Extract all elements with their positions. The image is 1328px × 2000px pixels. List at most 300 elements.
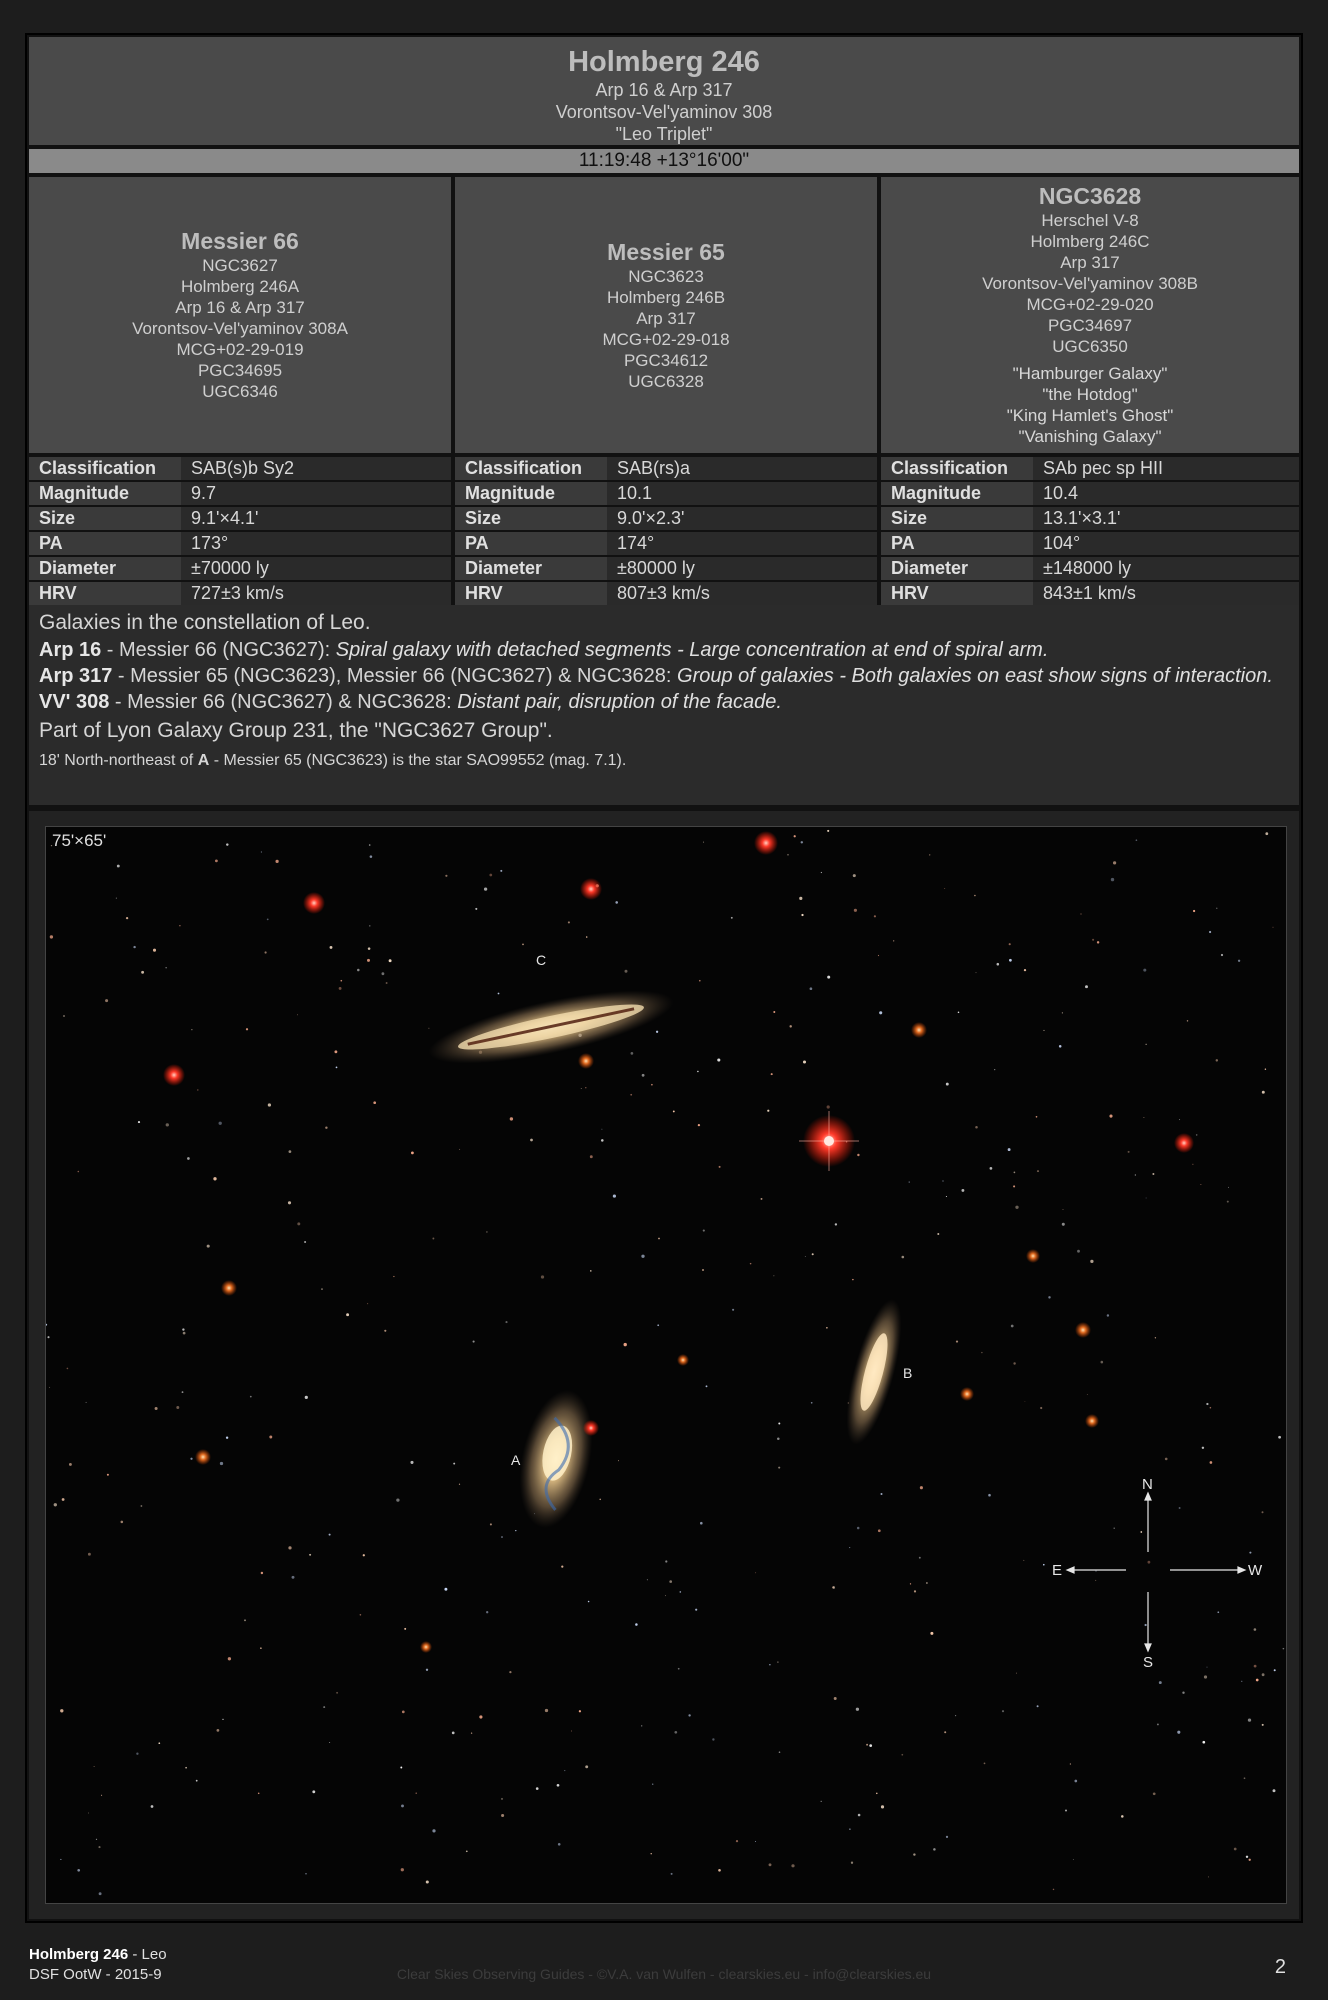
faint-star <box>568 921 570 923</box>
faint-star <box>360 1614 362 1616</box>
faint-star <box>153 949 156 952</box>
faint-star <box>958 1012 960 1014</box>
faint-star <box>1216 1059 1218 1061</box>
star <box>420 1641 432 1653</box>
faint-star <box>1065 1810 1067 1812</box>
designation: Arp 317 <box>1060 253 1120 272</box>
faint-star <box>564 1770 565 1771</box>
faint-star <box>625 970 628 973</box>
faint-star <box>778 1467 780 1469</box>
table-row <box>881 531 1299 556</box>
designation: MCG+02-29-019 <box>176 340 304 359</box>
table-row <box>881 506 1299 531</box>
faint-star <box>522 944 524 946</box>
faint-star <box>811 1402 813 1404</box>
properties-table-ngc3628 <box>881 457 1299 607</box>
faint-star <box>1254 1628 1257 1631</box>
faint-star <box>866 1744 868 1746</box>
faint-star <box>98 1846 100 1848</box>
faint-star <box>669 1580 672 1583</box>
property-value: 10.1 <box>607 481 877 506</box>
faint-star <box>698 1124 700 1126</box>
faint-star <box>1143 969 1146 972</box>
star <box>911 1022 927 1038</box>
faint-star <box>312 1790 315 1793</box>
table-row <box>881 556 1299 581</box>
vv308-ref: - Messier 66 (NGC3627) & NGC3628: <box>109 691 458 713</box>
property-key: Diameter <box>881 556 1033 581</box>
faint-star <box>697 1071 698 1072</box>
designation: Arp 317 <box>636 308 696 328</box>
faint-star <box>340 980 342 982</box>
faint-star <box>369 925 370 926</box>
designation: PGC34697 <box>1047 316 1133 335</box>
faint-star <box>732 1309 734 1311</box>
faint-star <box>579 1710 581 1712</box>
faint-star <box>77 1869 80 1872</box>
arp317-label: Arp 317 <box>39 665 113 687</box>
property-value: ±70000 ly <box>181 556 451 581</box>
faint-star <box>1080 913 1081 914</box>
vv308-label: VV' 308 <box>39 691 110 713</box>
faint-star <box>368 947 371 950</box>
faint-star <box>367 959 370 962</box>
faint-star <box>1048 1296 1050 1298</box>
faint-star <box>62 1498 65 1501</box>
faint-star <box>706 1385 708 1387</box>
faint-star <box>805 1256 806 1257</box>
faint-star <box>213 1177 216 1180</box>
faint-star <box>363 1554 365 1556</box>
property-value: SAb pec sp HII <box>1033 457 1299 481</box>
faint-star <box>1217 1611 1219 1613</box>
faint-star <box>136 1753 138 1755</box>
faint-star <box>330 946 333 949</box>
property-key: Classification <box>881 457 1033 481</box>
faint-star <box>396 1498 399 1501</box>
faint-star <box>849 1547 850 1548</box>
faint-star <box>187 1157 190 1160</box>
faint-star <box>86 1402 87 1403</box>
compass-w-arrow <box>1238 1567 1245 1573</box>
faint-star <box>357 969 360 972</box>
faint-star <box>858 1814 861 1817</box>
faint-star <box>1274 1669 1276 1671</box>
faint-star <box>571 1730 572 1731</box>
faint-star <box>1128 1151 1130 1153</box>
coordinates-bar: 11:19:48 +13°16'00" <box>29 149 1299 173</box>
faint-star <box>484 887 487 890</box>
property-key: PA <box>455 531 607 556</box>
faint-star <box>702 1269 704 1271</box>
property-key: HRV <box>881 581 1033 606</box>
faint-star <box>791 1864 794 1867</box>
faint-star <box>975 1126 978 1129</box>
faint-star <box>1136 839 1138 841</box>
property-key: Classification <box>29 457 181 481</box>
table-row <box>455 457 877 481</box>
property-key: PA <box>881 531 1033 556</box>
faint-star <box>244 1619 246 1621</box>
faint-star <box>926 1582 928 1584</box>
faint-star <box>1200 1184 1201 1185</box>
faint-star <box>183 1332 186 1335</box>
designation: Herschel V-8 <box>1041 211 1139 230</box>
faint-star <box>1208 1876 1209 1877</box>
property-key: Magnitude <box>455 481 607 506</box>
property-key: Classification <box>455 457 607 481</box>
faint-star <box>515 1530 516 1531</box>
faint-star <box>826 1327 828 1329</box>
faint-star <box>642 1074 645 1077</box>
faint-star <box>1179 1507 1181 1509</box>
faint-star <box>207 1245 210 1248</box>
faint-star <box>856 1708 859 1711</box>
faint-star <box>801 841 803 843</box>
faint-star <box>289 1150 292 1153</box>
star <box>583 1420 599 1436</box>
faint-star <box>140 1505 142 1507</box>
faint-star <box>1146 1198 1147 1199</box>
designation: Holmberg 246B <box>606 287 726 307</box>
table-row <box>29 531 451 556</box>
faint-star <box>997 963 1000 966</box>
faint-star <box>878 1529 881 1532</box>
faint-star <box>1152 1173 1154 1175</box>
faint-star <box>1009 959 1012 962</box>
faint-star <box>944 888 945 889</box>
faint-star <box>955 1715 956 1716</box>
faint-star <box>1155 1337 1156 1338</box>
faint-star <box>410 1461 413 1464</box>
faint-star <box>226 1436 228 1438</box>
faint-star <box>1140 1531 1142 1533</box>
faint-star <box>1146 1044 1147 1045</box>
page-number: 2 <box>1274 1956 1286 1978</box>
faint-star <box>913 1853 915 1855</box>
faint-star <box>656 1031 658 1033</box>
sky-image-art <box>46 827 1286 1903</box>
faint-star <box>197 1089 198 1090</box>
faint-star <box>929 854 930 855</box>
star <box>1075 1322 1091 1338</box>
faint-star <box>1014 1172 1016 1174</box>
designation: Holmberg 246C <box>1030 232 1150 251</box>
faint-star <box>832 1586 834 1588</box>
faint-star <box>404 1628 406 1630</box>
faint-star <box>401 1868 404 1871</box>
faint-star <box>1254 1665 1257 1668</box>
property-value: ±148000 ly <box>1033 556 1299 581</box>
faint-star <box>1272 927 1273 928</box>
faint-star <box>678 1668 680 1670</box>
faint-star <box>269 1436 272 1439</box>
faint-star <box>849 1828 850 1829</box>
faint-star <box>486 1611 488 1613</box>
faint-star <box>329 1742 330 1743</box>
faint-star <box>133 946 135 948</box>
faint-star <box>853 874 856 877</box>
faint-star <box>260 1647 262 1649</box>
faint-star <box>879 1011 882 1014</box>
faint-star <box>1196 1134 1198 1136</box>
notes-section <box>29 605 1299 805</box>
faint-star <box>1262 1724 1264 1726</box>
faint-star <box>933 1848 936 1851</box>
faint-star <box>1077 1250 1080 1253</box>
faint-star <box>1262 1091 1265 1094</box>
star <box>960 1387 974 1401</box>
arp16-label: Arp 16 <box>39 639 102 661</box>
faint-star <box>1238 960 1240 962</box>
faint-star <box>94 1766 95 1767</box>
faint-star <box>250 1396 252 1398</box>
faint-star <box>854 909 857 912</box>
faint-star <box>1256 1679 1259 1682</box>
property-key: Magnitude <box>881 481 1033 506</box>
galaxy-name: NGC3628 <box>1038 183 1142 209</box>
faint-star <box>1044 1030 1045 1031</box>
star <box>754 831 778 855</box>
faint-star <box>1262 1673 1265 1676</box>
faint-star <box>530 1139 533 1142</box>
page-title: Holmberg 246 <box>568 46 760 78</box>
faint-star <box>778 1423 780 1425</box>
faint-star <box>561 1566 563 1568</box>
footer-series: DSF OotW - 2015-9 <box>29 1966 162 1983</box>
faint-star <box>665 1560 667 1562</box>
faint-star <box>1070 1763 1071 1764</box>
designation: Arp 16 & Arp 317 <box>175 298 305 317</box>
star <box>677 1354 689 1366</box>
property-value: 843±1 km/s <box>1033 581 1299 606</box>
faint-star <box>827 976 830 979</box>
faint-star <box>1013 1362 1015 1364</box>
faint-star <box>411 1152 414 1155</box>
property-key: HRV <box>29 581 181 606</box>
faint-star <box>641 1725 642 1726</box>
faint-star <box>914 1590 916 1592</box>
faint-star <box>370 855 373 858</box>
faint-star <box>755 1572 756 1573</box>
faint-star <box>116 898 117 899</box>
faint-star <box>635 1623 638 1626</box>
faint-star <box>981 1352 982 1353</box>
property-value: SAB(s)b Sy2 <box>181 457 451 481</box>
faint-star <box>1085 985 1088 988</box>
faint-star <box>501 1536 503 1538</box>
faint-star <box>50 935 53 938</box>
faint-star <box>226 843 228 845</box>
faint-star <box>1241 1681 1242 1682</box>
faint-star <box>155 1407 158 1410</box>
faint-star <box>647 1579 648 1580</box>
compass-s-arrow <box>1145 1644 1151 1651</box>
faint-star <box>432 1238 434 1240</box>
faint-star <box>613 1195 616 1198</box>
nickname: "Hamburger Galaxy" <box>1012 364 1168 383</box>
faint-star <box>219 1122 222 1125</box>
table-row <box>881 481 1299 506</box>
faint-star <box>1062 1223 1065 1226</box>
faint-star <box>49 1387 50 1388</box>
faint-star <box>222 1719 223 1720</box>
faint-star <box>54 1503 57 1506</box>
faint-star <box>1144 1624 1146 1626</box>
faint-star <box>919 1557 921 1559</box>
faint-star <box>946 1836 948 1838</box>
faint-star <box>1262 1511 1264 1513</box>
faint-star <box>901 1754 903 1756</box>
header-arp: Arp 16 & Arp 317 <box>595 80 733 100</box>
star <box>303 892 325 914</box>
property-value: SAB(rs)a <box>607 457 877 481</box>
faint-star <box>1043 1564 1045 1566</box>
faint-star <box>1092 939 1094 941</box>
nickname: "Vanishing Galaxy" <box>1018 427 1162 446</box>
faint-star <box>937 1233 939 1235</box>
faint-star <box>1062 1012 1063 1013</box>
faint-star <box>121 1521 124 1524</box>
faint-star <box>292 1576 295 1579</box>
faint-star <box>297 1014 298 1015</box>
faint-star <box>1228 1187 1229 1188</box>
faint-star <box>773 1011 775 1013</box>
faint-star <box>288 1201 291 1204</box>
faint-star <box>536 1787 539 1790</box>
faint-star <box>1202 1447 1204 1449</box>
faint-star <box>471 1732 472 1733</box>
faint-star <box>402 1711 405 1714</box>
faint-star <box>700 1522 703 1525</box>
faint-star <box>712 1738 714 1740</box>
faint-star <box>1265 832 1268 835</box>
header-vv: Vorontsov-Vel'yaminov 308 <box>555 102 773 122</box>
property-value: 727±3 km/s <box>181 581 451 606</box>
faint-star <box>486 1231 487 1232</box>
faint-star <box>901 1256 904 1259</box>
faint-star <box>671 1873 673 1875</box>
faint-star <box>1246 1856 1248 1858</box>
faint-star <box>444 1588 447 1591</box>
faint-star <box>105 999 108 1002</box>
faint-star <box>771 1073 773 1075</box>
table-row <box>29 481 451 506</box>
faint-star <box>490 1523 492 1525</box>
faint-star <box>1015 1206 1018 1209</box>
faint-star <box>1063 1209 1064 1210</box>
faint-star <box>373 1101 376 1104</box>
faint-star <box>827 1105 830 1108</box>
faint-star <box>994 1069 995 1070</box>
faint-star <box>1192 1164 1193 1165</box>
faint-star <box>304 1241 306 1243</box>
footer-constellation: - Leo <box>128 1946 167 1963</box>
faint-star <box>558 1843 561 1846</box>
property-key: Size <box>881 506 1033 531</box>
designation: NGC3627 <box>202 256 278 275</box>
designation: Holmberg 246A <box>180 277 300 296</box>
faint-star <box>367 1303 368 1304</box>
faint-star <box>880 1493 882 1495</box>
faint-star <box>1090 1260 1093 1263</box>
properties-table-m66 <box>29 457 451 607</box>
table-row <box>455 531 877 556</box>
compass-n-label: N <box>1142 1476 1153 1493</box>
faint-star <box>182 1391 184 1393</box>
faint-star <box>305 1396 308 1399</box>
faint-star <box>657 1324 659 1326</box>
table-row <box>29 556 451 581</box>
faint-star <box>736 1840 738 1842</box>
faint-star <box>988 1494 991 1497</box>
faint-star <box>432 1829 435 1832</box>
faint-star <box>1101 1361 1104 1364</box>
header-nickname: "Leo Triplet" <box>615 124 713 144</box>
faint-star <box>773 1275 774 1276</box>
faint-star <box>1278 1436 1281 1439</box>
faint-star <box>1095 1580 1096 1581</box>
faint-star <box>510 1117 513 1120</box>
faint-star <box>258 1793 260 1795</box>
faint-star <box>138 1121 140 1123</box>
faint-star <box>1037 1170 1039 1172</box>
faint-star <box>416 1793 417 1794</box>
faint-star <box>191 1029 192 1030</box>
faint-star <box>835 1223 837 1225</box>
faint-star <box>1143 1117 1144 1118</box>
faint-star <box>851 1862 853 1864</box>
faint-star <box>67 1368 69 1370</box>
faint-star <box>509 1671 511 1673</box>
table-row <box>881 581 1299 606</box>
faint-star <box>1207 1667 1208 1668</box>
faint-star <box>946 1196 947 1197</box>
faint-star <box>369 844 371 846</box>
faint-star <box>479 1715 482 1718</box>
field-of-view-label: 75'×65' <box>52 831 107 850</box>
property-key: PA <box>29 531 181 556</box>
faint-star <box>1087 1394 1088 1395</box>
faint-star <box>329 1534 331 1536</box>
designation: Vorontsov-Vel'yaminov 308B <box>982 274 1198 293</box>
faint-star <box>101 1795 102 1796</box>
faint-star <box>810 987 813 990</box>
faint-star <box>974 895 976 897</box>
faint-star <box>1036 1116 1038 1118</box>
galaxy-column-m65 <box>455 177 877 453</box>
faint-star <box>336 1067 338 1069</box>
arp16-ref: - Messier 66 (NGC3627): <box>101 639 336 661</box>
faint-star <box>445 875 447 877</box>
faint-star <box>475 908 477 910</box>
faint-star <box>1153 1792 1156 1795</box>
property-key: Size <box>455 506 607 531</box>
faint-star <box>453 1463 455 1465</box>
faint-star <box>857 1154 859 1156</box>
faint-star <box>1206 1403 1208 1405</box>
faint-star <box>794 835 796 837</box>
arp317-ref: - Messier 65 (NGC3623), Messier 66 (NGC3627) & NGC3628: <box>112 665 678 687</box>
faint-star <box>382 972 385 975</box>
faint-star <box>545 1709 548 1712</box>
table-row <box>881 457 1299 481</box>
faint-star <box>878 955 879 956</box>
faint-star <box>1193 910 1195 912</box>
faint-star <box>1111 878 1114 881</box>
faint-star <box>1177 1731 1180 1734</box>
faint-star <box>334 1050 337 1053</box>
